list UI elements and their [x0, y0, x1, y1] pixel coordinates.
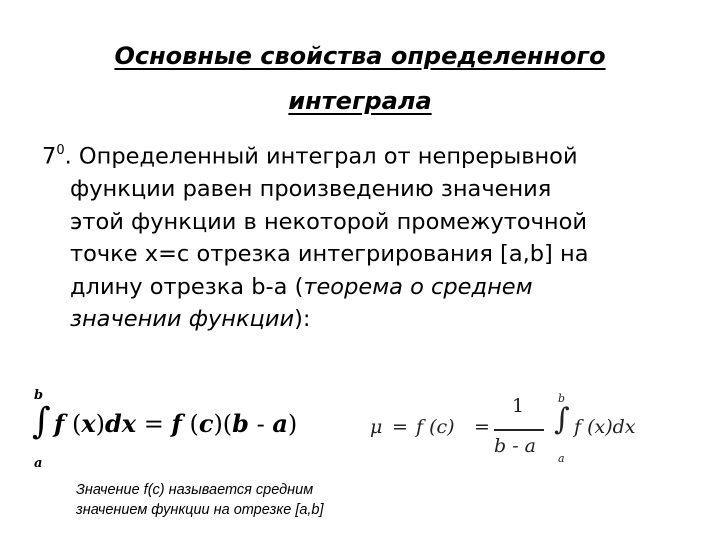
f-symbol: f [54, 409, 65, 438]
paren: )( [213, 410, 233, 438]
integrand: f (x)dx [574, 416, 636, 438]
formula-expression [54, 408, 297, 440]
integral-sign: ∫ [32, 401, 51, 442]
title-line-1: Основные свойства определенного [114, 42, 606, 70]
text-line-6 [42, 303, 682, 336]
item-number: 7 [42, 143, 57, 170]
minus-sign: - [248, 410, 273, 438]
paren: ( [64, 410, 82, 438]
fraction-denominator: b - a [494, 435, 536, 457]
paren: ) [95, 410, 106, 438]
f-symbol: f [171, 409, 182, 438]
text-line-5-italic: теорема о среднем [303, 273, 533, 300]
fraction-numerator: 1 [512, 395, 525, 417]
equals-sign: = [136, 410, 172, 438]
text-line-6-italic: значении функции [70, 306, 295, 332]
equals-sign: = [392, 416, 408, 438]
dx-symbol: dx [105, 409, 137, 438]
text-line-4: точке x=c отрезка интегрирования [a,b] на [70, 241, 589, 267]
mu-symbol: μ [370, 416, 383, 438]
text-line-1 [42, 136, 682, 173]
mean-value-definition-formula [370, 392, 690, 475]
title-line-2: интеграла [288, 87, 432, 115]
b-symbol: b [232, 409, 249, 438]
f-of-c: f (c) [416, 416, 455, 438]
upper-limit: b [558, 392, 566, 405]
integral-sign: ∫ [554, 402, 570, 437]
note-text [76, 480, 416, 520]
text-line-6-plain: ): [294, 306, 311, 332]
text-line-5 [42, 271, 682, 304]
x-symbol: x [81, 409, 96, 438]
paren: ( [181, 410, 199, 438]
upper-limit: b [34, 388, 44, 403]
slide-title [0, 34, 720, 124]
lower-limit: a [558, 452, 565, 465]
text-line-2: функции равен произведению значения [70, 176, 552, 202]
paren: ) [287, 410, 298, 438]
text-line-1-content: . Определенный интеграл от непрерывной [64, 143, 578, 170]
note-line-2: значением функции на отрезке [a,b] [76, 502, 324, 518]
fraction-bar [494, 429, 544, 431]
text-line-3: этой функции в некоторой промежуточной [70, 208, 588, 235]
equals-sign: = [474, 416, 490, 438]
property-text [42, 136, 682, 336]
a-symbol: a [272, 409, 288, 438]
text-line-5-plain: длину отрезка b-a ( [70, 273, 304, 300]
mean-value-formula [30, 380, 330, 475]
lower-limit: a [34, 456, 43, 471]
c-symbol: c [198, 409, 214, 438]
item-superscript: 0 [56, 143, 65, 158]
note-line-1: Значение f(c) называется средним [76, 482, 314, 498]
